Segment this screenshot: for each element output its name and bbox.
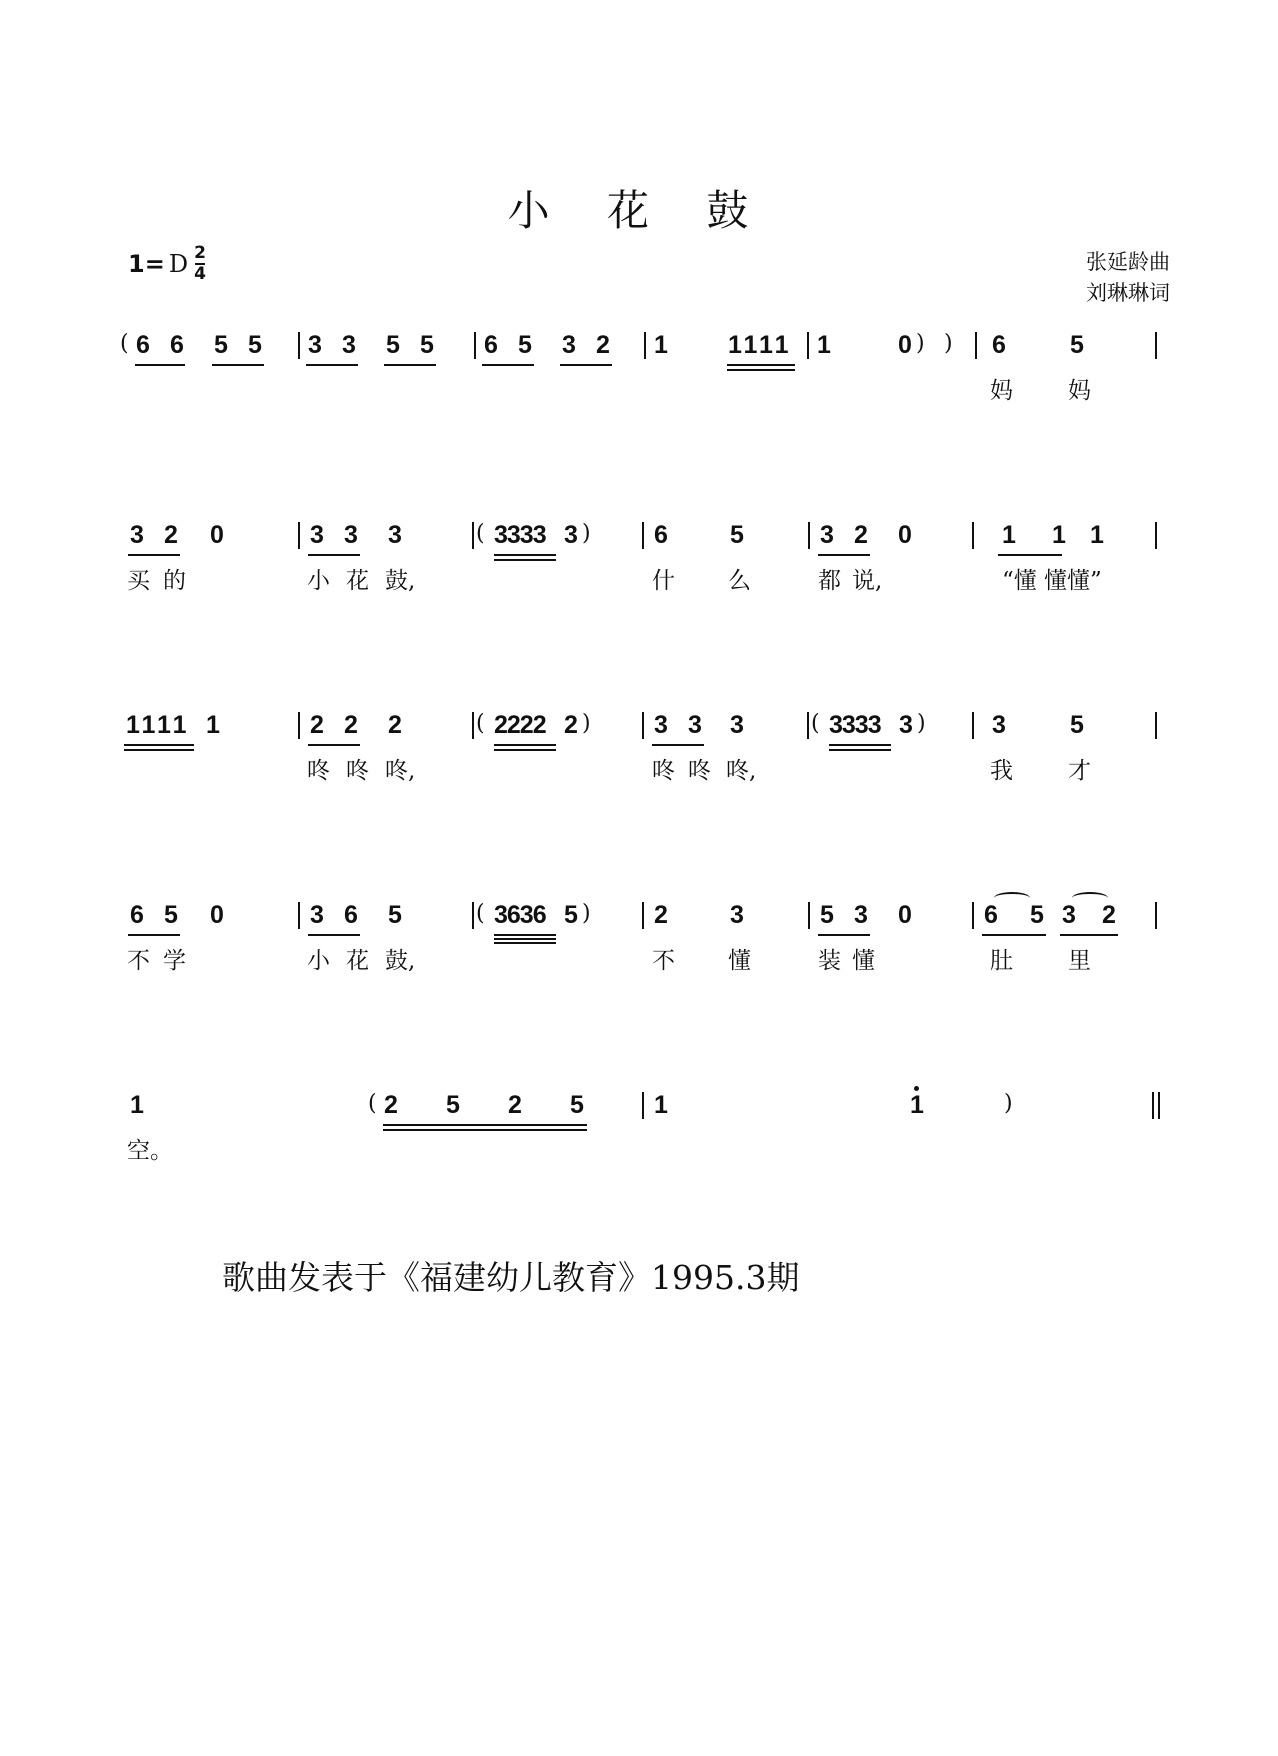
paren-open: ( — [476, 711, 485, 736]
note: 5 — [446, 1091, 460, 1119]
note: 3 — [308, 331, 322, 359]
lyric: 买 — [127, 568, 150, 594]
underline — [982, 934, 1046, 936]
lyric: 妈 — [990, 378, 1013, 404]
note: 3 — [130, 521, 144, 549]
lyric: 咚 — [307, 758, 330, 784]
bar-line — [1155, 522, 1157, 549]
bar-line — [472, 712, 474, 739]
note: 3 — [820, 521, 834, 549]
lyric: 花 — [346, 568, 369, 594]
paren-close: ) — [944, 331, 953, 356]
underline — [494, 934, 556, 936]
bar-line — [642, 1092, 644, 1119]
lyricist-credit: 刘琳琳词 — [1086, 281, 1170, 305]
bar-line — [644, 332, 646, 359]
note: 2 — [1102, 901, 1116, 929]
paren-open: ( — [476, 901, 485, 926]
note: 2 — [384, 1091, 398, 1119]
lyric: 我 — [990, 758, 1013, 784]
note: 2 — [344, 711, 358, 739]
lyric: 里 — [1068, 948, 1091, 974]
bar-line — [808, 902, 810, 929]
bar-line — [472, 522, 474, 549]
bar-line — [975, 332, 977, 359]
publication-note: 歌曲发表于《福建幼儿教育》1995.3期 — [222, 1258, 800, 1297]
bar-line — [642, 712, 644, 739]
note: 1 — [1090, 521, 1104, 549]
bar-line — [972, 712, 974, 739]
underline — [1060, 934, 1118, 936]
underline — [494, 938, 556, 940]
underline — [560, 364, 612, 366]
note: 5 — [1070, 331, 1084, 359]
note: 6 — [136, 331, 150, 359]
lyric: 什 — [652, 568, 675, 594]
note: 1 — [654, 1091, 668, 1119]
song-title: 小 花 鼓 — [507, 186, 771, 235]
note: 2 — [310, 711, 324, 739]
underline — [306, 364, 358, 366]
note: 2 — [596, 331, 610, 359]
lyric: 花 — [346, 948, 369, 974]
note: 1 — [206, 711, 220, 739]
note: 1 — [1052, 521, 1066, 549]
lyric: 装 — [818, 948, 841, 974]
note: 1 — [654, 331, 668, 359]
underline — [482, 364, 534, 366]
note: 6 — [344, 901, 358, 929]
note: 5 — [386, 331, 400, 359]
note: 3 — [899, 711, 913, 739]
note: 3 — [1062, 901, 1076, 929]
note-group: 1111 — [126, 711, 190, 739]
score-row-2 — [0, 520, 1278, 640]
underline — [135, 364, 185, 366]
lyric: “懂 — [1002, 568, 1037, 594]
bar-line — [972, 902, 974, 929]
lyric: 妈 — [1068, 378, 1091, 404]
underline — [652, 744, 704, 746]
lyric: 都 — [818, 568, 841, 594]
note: 3 — [344, 521, 358, 549]
underline — [829, 749, 891, 751]
note: 5 — [388, 901, 402, 929]
note: 3 — [310, 901, 324, 929]
note: 1 — [910, 1091, 924, 1119]
note: 3 — [730, 711, 744, 739]
underline — [494, 559, 556, 561]
score-row-4 — [0, 900, 1278, 1020]
lyric: 咚, — [726, 758, 757, 784]
score-row-3 — [0, 710, 1278, 830]
bar-line — [1155, 712, 1157, 739]
underline — [998, 554, 1062, 556]
lyric: 说, — [852, 568, 883, 594]
note: 3 — [854, 901, 868, 929]
note: 5 — [248, 331, 262, 359]
note: 2 — [164, 521, 178, 549]
slur — [994, 892, 1030, 904]
lyric: 不 — [127, 948, 150, 974]
lyric: 小 — [307, 568, 330, 594]
note: 2 — [564, 711, 578, 739]
underline — [384, 364, 436, 366]
note: 5 — [1070, 711, 1084, 739]
note: 6 — [170, 331, 184, 359]
note: 1 — [817, 331, 831, 359]
underline — [383, 1129, 587, 1131]
underline — [308, 554, 360, 556]
note: 6 — [992, 331, 1006, 359]
note: 5 — [214, 331, 228, 359]
underline — [494, 942, 556, 944]
note: 0 — [898, 331, 912, 359]
underline — [818, 934, 870, 936]
underline — [124, 744, 194, 746]
note: 5 — [730, 521, 744, 549]
time-signature — [194, 245, 206, 283]
underline — [494, 554, 556, 556]
note: 3 — [654, 711, 668, 739]
paren-close: ) — [916, 331, 925, 356]
note-group: 3333 — [829, 711, 881, 739]
paren-close: ) — [582, 711, 591, 736]
bar-line — [1155, 902, 1157, 929]
bar-line — [298, 332, 300, 359]
key-prefix: 1= — [128, 250, 165, 278]
bar-line — [972, 522, 974, 549]
paren-open: ( — [476, 521, 485, 546]
note: 3 — [342, 331, 356, 359]
lyric: 咚 — [688, 758, 711, 784]
score-row-5 — [0, 1090, 1278, 1210]
lyric: 才 — [1068, 758, 1091, 784]
note: 0 — [898, 521, 912, 549]
note: 6 — [984, 901, 998, 929]
bar-line — [298, 902, 300, 929]
lyric: 咚 — [346, 758, 369, 784]
note: 5 — [420, 331, 434, 359]
note: 2 — [654, 901, 668, 929]
paren-open: ( — [120, 331, 129, 356]
underline — [727, 364, 795, 366]
bar-line — [298, 522, 300, 549]
lyric: 懂 — [728, 948, 751, 974]
bar-line — [472, 902, 474, 929]
underline — [212, 364, 264, 366]
lyric: 不 — [652, 948, 675, 974]
underline — [727, 369, 795, 371]
composer-credit: 张延龄曲 — [1086, 250, 1170, 274]
lyric: 鼓, — [385, 568, 416, 594]
note: 0 — [210, 521, 224, 549]
lyric: 的 — [163, 568, 186, 594]
note: 5 — [518, 331, 532, 359]
underline — [308, 744, 360, 746]
time-signature-top: 2 — [194, 243, 206, 263]
paren-close: ) — [582, 901, 591, 926]
note: 0 — [898, 901, 912, 929]
paren-close: ) — [1004, 1091, 1013, 1116]
bar-line — [298, 712, 300, 739]
paren-open: ( — [811, 711, 820, 736]
bar-line — [807, 712, 809, 739]
underline — [494, 744, 556, 746]
underline — [124, 749, 194, 751]
note: 1 — [130, 1091, 144, 1119]
note: 0 — [210, 901, 224, 929]
bar-line — [808, 522, 810, 549]
lyric: 懂 — [852, 948, 875, 974]
note: 6 — [484, 331, 498, 359]
note: 2 — [388, 711, 402, 739]
note: 3 — [688, 711, 702, 739]
underline — [128, 554, 180, 556]
note: 5 — [1030, 901, 1044, 929]
note: 3 — [992, 711, 1006, 739]
note: 1 — [1002, 521, 1016, 549]
lyric: 么 — [728, 568, 751, 594]
time-signature-bottom: 4 — [194, 264, 206, 284]
key-signature — [128, 245, 206, 283]
lyric: 肚 — [990, 948, 1013, 974]
note-group: 1111 — [728, 331, 792, 359]
underline — [383, 1124, 587, 1126]
note: 5 — [564, 901, 578, 929]
lyric: 空。 — [127, 1138, 173, 1164]
note: 2 — [854, 521, 868, 549]
paren-open: ( — [368, 1091, 377, 1116]
bar-line — [642, 902, 644, 929]
note-group: 3636 — [494, 901, 546, 929]
note-group: 2222 — [494, 711, 546, 739]
note: 3 — [388, 521, 402, 549]
note-group: 3333 — [494, 521, 546, 549]
paren-close: ) — [917, 711, 926, 736]
lyric: 鼓, — [385, 948, 416, 974]
underline — [829, 744, 891, 746]
underline — [494, 749, 556, 751]
key-letter: D — [168, 250, 189, 278]
bar-line — [1155, 332, 1157, 359]
underline — [128, 934, 180, 936]
lyric: 咚 — [652, 758, 675, 784]
note: 6 — [654, 521, 668, 549]
note: 5 — [570, 1091, 584, 1119]
paren-close: ) — [582, 521, 591, 546]
underline — [818, 554, 870, 556]
bar-line — [807, 332, 809, 359]
note: 5 — [164, 901, 178, 929]
bar-line — [642, 522, 644, 549]
note: 6 — [130, 901, 144, 929]
bar-line — [474, 332, 476, 359]
lyric: 小 — [307, 948, 330, 974]
final-double-bar-line — [1152, 1092, 1160, 1119]
lyric: 懂懂” — [1044, 568, 1102, 594]
note: 3 — [564, 521, 578, 549]
lyric: 学 — [163, 948, 186, 974]
note: 5 — [820, 901, 834, 929]
score-row-1 — [0, 330, 1278, 450]
note: 3 — [562, 331, 576, 359]
lyric: 咚, — [385, 758, 416, 784]
note: 3 — [730, 901, 744, 929]
underline — [308, 934, 360, 936]
note: 2 — [508, 1091, 522, 1119]
note: 3 — [310, 521, 324, 549]
